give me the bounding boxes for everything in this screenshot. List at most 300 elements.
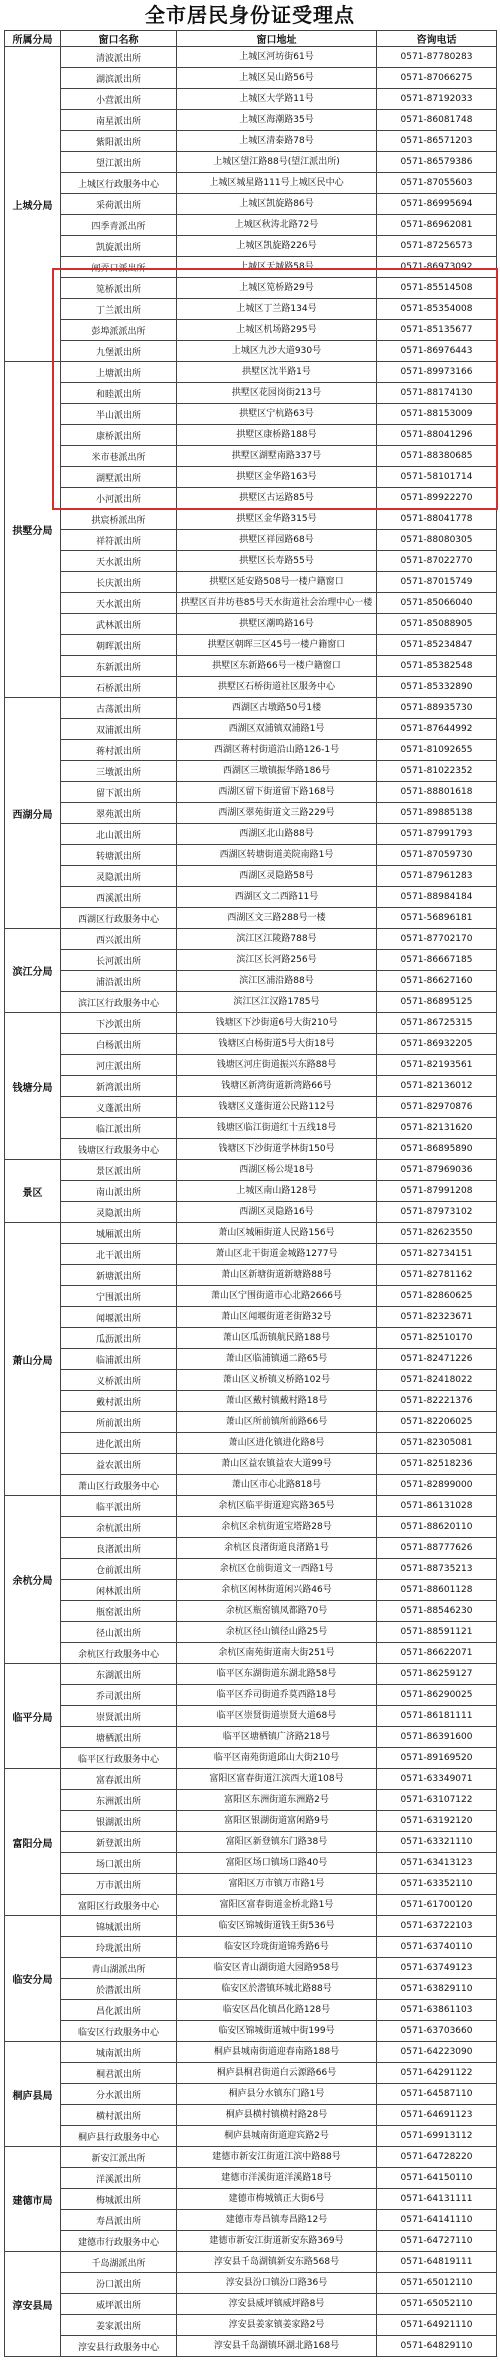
office-name-cell: 乔司派出所: [61, 1685, 177, 1706]
office-address-cell: 拱墅区金华路315号: [177, 509, 377, 530]
table-row: [5, 908, 497, 929]
table-row: [5, 1286, 497, 1307]
phone-cell: 0571-61700120: [377, 1895, 497, 1916]
office-name-cell: 良渚派出所: [61, 1538, 177, 1559]
phone-cell: 0571-82131620: [377, 1118, 497, 1139]
phone-cell: 0571-64921110: [377, 2315, 497, 2336]
office-name-cell: 半山派出所: [61, 404, 177, 425]
office-address-cell: 临安区锦城街道城中街199号: [177, 2021, 377, 2042]
table-row: [5, 1181, 497, 1202]
office-address-cell: 拱墅区百井坊巷85号天水街道社会治理中心一楼: [177, 593, 377, 614]
office-address-cell: 西湖区灵隐路16号: [177, 1202, 377, 1223]
phone-cell: 0571-87780283: [377, 47, 497, 68]
table-row: [5, 2147, 497, 2168]
table-row: [5, 2063, 497, 2084]
office-name-cell: 丁兰派出所: [61, 299, 177, 320]
table-row: [5, 950, 497, 971]
phone-cell: 0571-88735213: [377, 1559, 497, 1580]
table-row: [5, 971, 497, 992]
office-address-cell: 建德市寿昌镇寿昌路12号: [177, 2210, 377, 2231]
table-row: [5, 89, 497, 110]
office-name-cell: 威坪派出所: [61, 2294, 177, 2315]
table-row: [5, 1160, 497, 1181]
office-address-cell: 桐庐县桐君街道白云源路66号: [177, 2063, 377, 2084]
office-name-cell: 临平区行政服务中心: [61, 1748, 177, 1769]
phone-cell: 0571-86962081: [377, 215, 497, 236]
phone-cell: 0571-63740110: [377, 1937, 497, 1958]
office-address-cell: 钱塘区下沙街道6号大街210号: [177, 1013, 377, 1034]
table-row: [5, 299, 497, 320]
phone-cell: 0571-87991208: [377, 1181, 497, 1202]
table-row: [5, 362, 497, 383]
office-address-cell: 余杭区良渚街道良渚路1号: [177, 1538, 377, 1559]
phone-cell: 0571-87973102: [377, 1202, 497, 1223]
office-address-cell: 富阳区东洲街道东洲路2号: [177, 1790, 377, 1811]
table-row: [5, 1265, 497, 1286]
table-row: [5, 1664, 497, 1685]
office-address-cell: 余杭区南苑街道南大街251号: [177, 1643, 377, 1664]
table-row: [5, 551, 497, 572]
table-row: [5, 866, 497, 887]
column-header: 咨询电话: [377, 31, 497, 47]
phone-cell: 0571-63749123: [377, 1958, 497, 1979]
table-row: [5, 740, 497, 761]
table-row: [5, 845, 497, 866]
table-row: [5, 2231, 497, 2252]
office-address-cell: 拱墅区延安路508号一楼户籍窗口: [177, 572, 377, 593]
office-name-cell: 武林派出所: [61, 614, 177, 635]
office-name-cell: 东新派出所: [61, 656, 177, 677]
office-name-cell: 滨江区行政服务中心: [61, 992, 177, 1013]
office-name-cell: 径山派出所: [61, 1622, 177, 1643]
office-name-cell: 玲珑派出所: [61, 1937, 177, 1958]
phone-cell: 0571-63413123: [377, 1853, 497, 1874]
phone-cell: 0571-88041296: [377, 425, 497, 446]
office-address-cell: 余杭区瓶窑镇凤都路70号: [177, 1601, 377, 1622]
table-row: [5, 131, 497, 152]
office-address-cell: 富阳区新登镇东门路38号: [177, 1832, 377, 1853]
office-address-cell: 上城区机场路295号: [177, 320, 377, 341]
office-address-cell: 萧山区闻堰街道老街路32号: [177, 1307, 377, 1328]
bureau-cell: 淳安县局: [5, 2252, 61, 2357]
phone-cell: 0571-87022770: [377, 551, 497, 572]
office-address-cell: 临平区塘栖镇广济路218号: [177, 1727, 377, 1748]
office-address-cell: 西湖区灵隐路58号: [177, 866, 377, 887]
office-address-cell: 临安区於潜镇环城北路88号: [177, 1979, 377, 2000]
office-address-cell: 临安区锦城街道钱王街536号: [177, 1916, 377, 1937]
phone-cell: 0571-87969036: [377, 1160, 497, 1181]
office-name-cell: 南山派出所: [61, 1181, 177, 1202]
table-row: [5, 2273, 497, 2294]
column-header: 所属分局: [5, 31, 61, 47]
bureau-cell: 滨江分局: [5, 929, 61, 1013]
phone-cell: 0571-86622071: [377, 1643, 497, 1664]
office-name-cell: 南星派出所: [61, 110, 177, 131]
office-address-cell: 淳安县汾口镇汾口路36号: [177, 2273, 377, 2294]
office-name-cell: 千岛湖派出所: [61, 2252, 177, 2273]
office-name-cell: 进化派出所: [61, 1433, 177, 1454]
table-row: [5, 614, 497, 635]
phone-cell: 0571-82136012: [377, 1076, 497, 1097]
table-row: [5, 1139, 497, 1160]
office-name-cell: 双浦派出所: [61, 719, 177, 740]
office-address-cell: 萧山区戴村镇戴村路18号: [177, 1391, 377, 1412]
office-name-cell: 三墩派出所: [61, 761, 177, 782]
phone-cell: 0571-86895890: [377, 1139, 497, 1160]
table-row: [5, 1349, 497, 1370]
phone-cell: 0571-88620110: [377, 1517, 497, 1538]
office-name-cell: 浦沿派出所: [61, 971, 177, 992]
office-name-cell: 采荷派出所: [61, 194, 177, 215]
bureau-cell: 萧山分局: [5, 1223, 61, 1496]
office-address-cell: 上城区大学路11号: [177, 89, 377, 110]
phone-cell: 0571-82860625: [377, 1286, 497, 1307]
table-row: [5, 635, 497, 656]
office-name-cell: 石桥派出所: [61, 677, 177, 698]
phone-cell: 0571-85088905: [377, 614, 497, 635]
office-address-cell: 钱塘区白杨街道5号大街18号: [177, 1034, 377, 1055]
office-address-cell: 拱墅区潮鸣路16号: [177, 614, 377, 635]
office-name-cell: 塘栖派出所: [61, 1727, 177, 1748]
office-address-cell: 余杭区闲林街道闲兴路46号: [177, 1580, 377, 1601]
table-row: [5, 1916, 497, 1937]
office-name-cell: 灵隐派出所: [61, 866, 177, 887]
bureau-cell: 富阳分局: [5, 1769, 61, 1916]
phone-cell: 0571-88041778: [377, 509, 497, 530]
office-name-cell: 新塘派出所: [61, 1265, 177, 1286]
office-name-cell: 西溪派出所: [61, 887, 177, 908]
office-name-cell: 钱塘区行政服务中心: [61, 1139, 177, 1160]
office-address-cell: 余杭区临平街道迎宾路365号: [177, 1496, 377, 1517]
phone-cell: 0571-87702170: [377, 929, 497, 950]
table-row: [5, 320, 497, 341]
table-row: [5, 278, 497, 299]
office-address-cell: 上城区城星路111号上城区民中心: [177, 173, 377, 194]
table-row: [5, 173, 497, 194]
bureau-cell: 西湖分局: [5, 698, 61, 929]
table-row: [5, 1895, 497, 1916]
office-address-cell: 拱墅区古运路85号: [177, 488, 377, 509]
office-address-cell: 富阳区万市镇万市路1号: [177, 1874, 377, 1895]
office-address-cell: 萧山区北干街道金城路1277号: [177, 1244, 377, 1265]
office-name-cell: 分水派出所: [61, 2084, 177, 2105]
table-row: [5, 341, 497, 362]
office-name-cell: 崇贤派出所: [61, 1706, 177, 1727]
office-address-cell: 临安区昌化镇昌化路128号: [177, 2000, 377, 2021]
table-row: [5, 782, 497, 803]
office-address-cell: 萧山区城厢街道人民路156号: [177, 1223, 377, 1244]
table-row: [5, 1412, 497, 1433]
table-row: [5, 1202, 497, 1223]
phone-cell: 0571-63352110: [377, 1874, 497, 1895]
office-address-cell: 拱墅区沈半路1号: [177, 362, 377, 383]
office-address-cell: 萧山区进化镇进化路8号: [177, 1433, 377, 1454]
table-row: [5, 2042, 497, 2063]
office-address-cell: 萧山区新塘街道新塘路88号: [177, 1265, 377, 1286]
phone-cell: 0571-65052110: [377, 2294, 497, 2315]
table-row: [5, 2252, 497, 2273]
table-row: [5, 2126, 497, 2147]
table-row: [5, 1244, 497, 1265]
phone-cell: 0571-89169520: [377, 1748, 497, 1769]
office-name-cell: 上城区行政服务中心: [61, 173, 177, 194]
office-name-cell: 富春派出所: [61, 1769, 177, 1790]
office-name-cell: 场口派出所: [61, 1853, 177, 1874]
table-row: [5, 1727, 497, 1748]
office-name-cell: 城厢派出所: [61, 1223, 177, 1244]
phone-cell: 0571-64141110: [377, 2210, 497, 2231]
office-address-cell: 西湖区三墩镇振华路186号: [177, 761, 377, 782]
office-address-cell: 临安区青山湖街道大园路958号: [177, 1958, 377, 1979]
page-title: 全市居民身份证受理点: [145, 3, 355, 27]
office-address-cell: 上城区南山路128号: [177, 1181, 377, 1202]
office-name-cell: 康桥派出所: [61, 425, 177, 446]
table-row: [5, 446, 497, 467]
office-name-cell: 姜家派出所: [61, 2315, 177, 2336]
phone-cell: 0571-64150110: [377, 2168, 497, 2189]
phone-cell: 0571-88984184: [377, 887, 497, 908]
table-row: [5, 110, 497, 131]
office-name-cell: 闻堰派出所: [61, 1307, 177, 1328]
phone-cell: 0571-81092655: [377, 740, 497, 761]
office-name-cell: 万市派出所: [61, 1874, 177, 1895]
table-row: [5, 236, 497, 257]
table-row: [5, 1748, 497, 1769]
phone-cell: 0571-85332890: [377, 677, 497, 698]
table-row: [5, 761, 497, 782]
phone-cell: 0571-85382548: [377, 656, 497, 677]
office-address-cell: 余杭区仓前街道文一西路1号: [177, 1559, 377, 1580]
phone-cell: 0571-86976443: [377, 341, 497, 362]
phone-cell: 0571-86973092: [377, 257, 497, 278]
table-row: [5, 1097, 497, 1118]
table-row: [5, 509, 497, 530]
phone-cell: 0571-86995694: [377, 194, 497, 215]
phone-cell: 0571-63829110: [377, 1979, 497, 2000]
table-row: [5, 824, 497, 845]
office-address-cell: 拱墅区东新路66号一楼户籍窗口: [177, 656, 377, 677]
office-address-cell: 桐庐县城南街道迎春南路188号: [177, 2042, 377, 2063]
bureau-cell: 上城分局: [5, 47, 61, 362]
office-address-cell: 西湖区古墩路50号1楼: [177, 698, 377, 719]
phone-cell: 0571-82323671: [377, 1307, 497, 1328]
table-row: [5, 1538, 497, 1559]
table-row: [5, 1643, 497, 1664]
office-address-cell: 上城区九沙大道930号: [177, 341, 377, 362]
office-address-cell: 淳安县姜家镇姜家路2号: [177, 2315, 377, 2336]
phone-cell: 0571-82899000: [377, 1475, 497, 1496]
phone-cell: 0571-82193561: [377, 1055, 497, 1076]
office-name-cell: 桐庐县行政服务中心: [61, 2126, 177, 2147]
office-name-cell: 和睦派出所: [61, 383, 177, 404]
table-row: [5, 2189, 497, 2210]
table-row: [5, 698, 497, 719]
office-address-cell: 拱墅区石桥街道社区服务中心: [177, 677, 377, 698]
table-row: [5, 1118, 497, 1139]
table-row: [5, 572, 497, 593]
office-name-cell: 景区派出所: [61, 1160, 177, 1181]
office-name-cell: 天水派出所: [61, 593, 177, 614]
phone-cell: 0571-86667185: [377, 950, 497, 971]
office-address-cell: 拱墅区宁杭路63号: [177, 404, 377, 425]
office-name-cell: 萧山区行政服务中心: [61, 1475, 177, 1496]
phone-cell: 0571-86571203: [377, 131, 497, 152]
office-address-cell: 富阳区银湖街道富闲路9号: [177, 1811, 377, 1832]
table-row: [5, 1307, 497, 1328]
office-name-cell: 上塘派出所: [61, 362, 177, 383]
phone-cell: 0571-64131111: [377, 2189, 497, 2210]
phone-cell: 0571-87055603: [377, 173, 497, 194]
office-address-cell: 钱塘区义蓬街道公民路112号: [177, 1097, 377, 1118]
phone-cell: 0571-89973166: [377, 362, 497, 383]
office-name-cell: 河庄派出所: [61, 1055, 177, 1076]
office-address-cell: 萧山区瓜沥镇航民路188号: [177, 1328, 377, 1349]
table-row: [5, 1370, 497, 1391]
phone-cell: 0571-63861103: [377, 2000, 497, 2021]
office-address-cell: 上城区笕桥路29号: [177, 278, 377, 299]
phone-cell: 0571-86627160: [377, 971, 497, 992]
office-name-cell: 转塘派出所: [61, 845, 177, 866]
office-address-cell: 建德市梅城镇正大街6号: [177, 2189, 377, 2210]
office-name-cell: 湖滨派出所: [61, 68, 177, 89]
table-row: [5, 2105, 497, 2126]
office-name-cell: 城南派出所: [61, 2042, 177, 2063]
office-address-cell: 钱塘区新湾街道新湾路66号: [177, 1076, 377, 1097]
table-row: [5, 530, 497, 551]
office-name-cell: 宁围派出所: [61, 1286, 177, 1307]
office-name-cell: 银湖派出所: [61, 1811, 177, 1832]
column-header: 窗口名称: [61, 31, 177, 47]
office-name-cell: 下沙派出所: [61, 1013, 177, 1034]
office-address-cell: 西湖区杨公堤18号: [177, 1160, 377, 1181]
table-row: [5, 1958, 497, 1979]
phone-cell: 0571-88591121: [377, 1622, 497, 1643]
bureau-cell: 桐庐县局: [5, 2042, 61, 2147]
office-address-cell: 上城区海潮路35号: [177, 110, 377, 131]
table-row: [5, 1832, 497, 1853]
table-row: [5, 719, 497, 740]
office-name-cell: 青山湖派出所: [61, 1958, 177, 1979]
phone-cell: 0571-64587110: [377, 2084, 497, 2105]
phone-cell: 0571-63107122: [377, 1790, 497, 1811]
phone-cell: 0571-86131028: [377, 1496, 497, 1517]
phone-cell: 0571-87015749: [377, 572, 497, 593]
office-name-cell: 戴村派出所: [61, 1391, 177, 1412]
phone-cell: 0571-56896181: [377, 908, 497, 929]
office-address-cell: 临平区南苑街道邱山大街210号: [177, 1748, 377, 1769]
phone-cell: 0571-82781162: [377, 1265, 497, 1286]
phone-cell: 0571-87961283: [377, 866, 497, 887]
phone-cell: 0571-87066275: [377, 68, 497, 89]
phone-cell: 0571-86895125: [377, 992, 497, 1013]
bureau-cell: 临安分局: [5, 1916, 61, 2042]
phone-cell: 0571-88080305: [377, 530, 497, 551]
office-address-cell: 拱墅区康桥路188号: [177, 425, 377, 446]
office-address-cell: 淳安县千岛湖镇新安东路568号: [177, 2252, 377, 2273]
phone-cell: 0571-64728220: [377, 2147, 497, 2168]
office-address-cell: 萧山区宁围街道市心北路2666号: [177, 1286, 377, 1307]
office-address-cell: 临平区东湖街道东湖北路58号: [177, 1664, 377, 1685]
office-address-cell: 建德市新安江街道江滨中路88号: [177, 2147, 377, 2168]
phone-cell: 0571-89922270: [377, 488, 497, 509]
office-name-cell: 梅城派出所: [61, 2189, 177, 2210]
phone-cell: 0571-64829110: [377, 2336, 497, 2357]
office-address-cell: 富阳区富春街道金桥北路1号: [177, 1895, 377, 1916]
table-row: [5, 803, 497, 824]
office-address-cell: 萧山区市心北路818号: [177, 1475, 377, 1496]
table-row: [5, 1601, 497, 1622]
table-row: [5, 47, 497, 68]
office-name-cell: 西湖区行政服务中心: [61, 908, 177, 929]
phone-cell: 0571-88935730: [377, 698, 497, 719]
phone-cell: 0571-88380685: [377, 446, 497, 467]
phone-cell: 0571-86290025: [377, 1685, 497, 1706]
office-address-cell: 萧山区益农镇益农大道99号: [177, 1454, 377, 1475]
table-row: [5, 1937, 497, 1958]
office-address-cell: 上城区凯旋路86号: [177, 194, 377, 215]
office-name-cell: 临江派出所: [61, 1118, 177, 1139]
office-name-cell: 湖墅派出所: [61, 467, 177, 488]
office-address-cell: 拱墅区祥园路68号: [177, 530, 377, 551]
table-row: [5, 194, 497, 215]
office-name-cell: 翠苑派出所: [61, 803, 177, 824]
office-name-cell: 灵隐派出所: [61, 1202, 177, 1223]
bureau-cell: 建德市局: [5, 2147, 61, 2252]
phone-cell: 0571-82510170: [377, 1328, 497, 1349]
phone-cell: 0571-87256573: [377, 236, 497, 257]
phone-cell: 0571-89885138: [377, 803, 497, 824]
table-row: [5, 1076, 497, 1097]
office-name-cell: 米市巷派出所: [61, 446, 177, 467]
phone-cell: 0571-64727110: [377, 2231, 497, 2252]
phone-cell: 0571-87991793: [377, 824, 497, 845]
office-address-cell: 西湖区翠苑街道文三路229号: [177, 803, 377, 824]
phone-cell: 0571-64819111: [377, 2252, 497, 2273]
phone-cell: 0571-86259127: [377, 1664, 497, 1685]
office-address-cell: 余杭区余杭街道宝塔路28号: [177, 1517, 377, 1538]
office-address-cell: 富阳区富春街道江滨西大道108号: [177, 1769, 377, 1790]
phone-cell: 0571-64223090: [377, 2042, 497, 2063]
phone-cell: 0571-87059730: [377, 845, 497, 866]
table-row: [5, 1790, 497, 1811]
office-name-cell: 余杭派出所: [61, 1517, 177, 1538]
office-name-cell: 彭埠派派出所: [61, 320, 177, 341]
office-name-cell: 闸弄口派出所: [61, 257, 177, 278]
phone-cell: 0571-85234847: [377, 635, 497, 656]
office-address-cell: 钱塘区下沙街道学林街150号: [177, 1139, 377, 1160]
phone-cell: 0571-88546230: [377, 1601, 497, 1622]
phone-cell: 0571-87644992: [377, 719, 497, 740]
table-row: [5, 1706, 497, 1727]
office-name-cell: 桐君派出所: [61, 2063, 177, 2084]
office-address-cell: 桐庐县横村镇横村路28号: [177, 2105, 377, 2126]
office-name-cell: 於潜派出所: [61, 1979, 177, 2000]
table-row: [5, 215, 497, 236]
phone-cell: 0571-88601128: [377, 1580, 497, 1601]
office-address-cell: 上城区天城路58号: [177, 257, 377, 278]
office-address-cell: 建德市洋溪街道洋溪路18号: [177, 2168, 377, 2189]
table-row: [5, 1454, 497, 1475]
table-row: [5, 152, 497, 173]
office-name-cell: 临浦派出所: [61, 1349, 177, 1370]
table-row: [5, 593, 497, 614]
office-name-cell: 紫阳派出所: [61, 131, 177, 152]
phone-cell: 0571-85135677: [377, 320, 497, 341]
office-address-cell: 西湖区蒋村街道沿山路126-1号: [177, 740, 377, 761]
office-name-cell: 祥符派出所: [61, 530, 177, 551]
table-row: [5, 929, 497, 950]
table-row: [5, 1013, 497, 1034]
